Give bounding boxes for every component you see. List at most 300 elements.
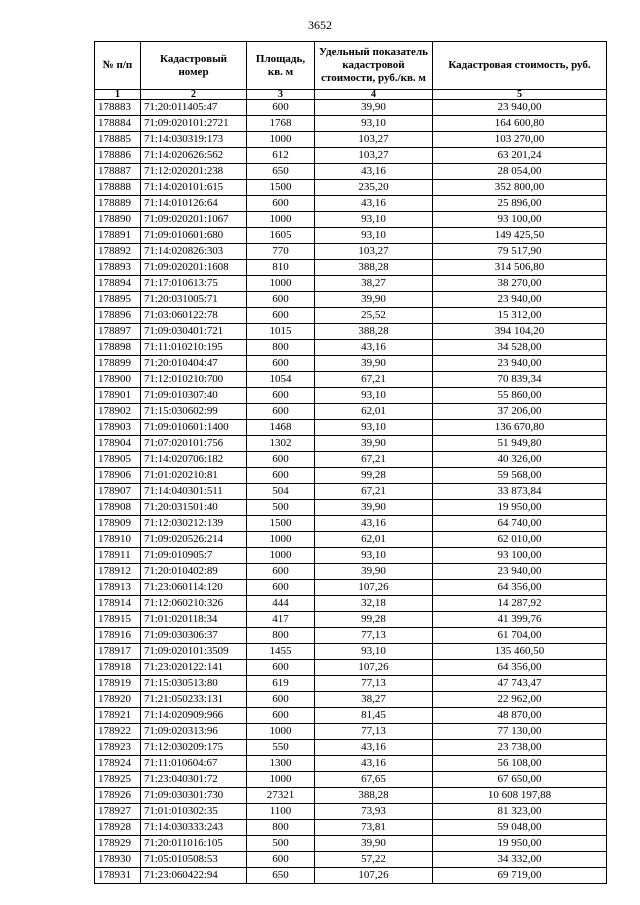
table-row: [95, 372, 607, 388]
cadastral-cost: 135 460,50: [433, 644, 607, 660]
row-number: 178931: [95, 868, 141, 884]
specific-value: 93,10: [315, 116, 433, 132]
header-area: Площадь, кв. м: [247, 42, 315, 90]
cadastral-number: 71:09:020526:214: [141, 532, 247, 548]
cadastral-cost: 14 287,92: [433, 596, 607, 612]
cadastral-number: 71:20:031005:71: [141, 292, 247, 308]
area-value: 650: [247, 868, 315, 884]
specific-value: 103,27: [315, 148, 433, 164]
area-value: 612: [247, 148, 315, 164]
row-number: 178901: [95, 388, 141, 404]
specific-value: 93,10: [315, 420, 433, 436]
row-number: 178906: [95, 468, 141, 484]
specific-value: 43,16: [315, 516, 433, 532]
cadastral-cost: 19 950,00: [433, 836, 607, 852]
area-value: 1768: [247, 116, 315, 132]
cadastral-number: 71:03:060122:78: [141, 308, 247, 324]
cadastral-number: 71:09:030401:721: [141, 324, 247, 340]
specific-value: 93,10: [315, 228, 433, 244]
cadastral-cost: 48 870,00: [433, 708, 607, 724]
table-row: [95, 420, 607, 436]
row-number: 178923: [95, 740, 141, 756]
area-value: 600: [247, 308, 315, 324]
cadastral-cost: 19 950,00: [433, 500, 607, 516]
area-value: 1605: [247, 228, 315, 244]
area-value: 650: [247, 164, 315, 180]
specific-value: 235,20: [315, 180, 433, 196]
cadastral-number: 71:23:060114:120: [141, 580, 247, 596]
cadastral-number: 71:01:010302:35: [141, 804, 247, 820]
cadastral-cost: 81 323,00: [433, 804, 607, 820]
area-value: 800: [247, 628, 315, 644]
row-number: 178905: [95, 452, 141, 468]
table-row: [95, 340, 607, 356]
table-row: [95, 356, 607, 372]
cadastral-cost: 136 670,80: [433, 420, 607, 436]
table-row: [95, 836, 607, 852]
row-number: 178894: [95, 276, 141, 292]
table-row: [95, 500, 607, 516]
cadastral-cost: 67 650,00: [433, 772, 607, 788]
specific-value: 39,90: [315, 436, 433, 452]
specific-value: 25,52: [315, 308, 433, 324]
row-number: 178887: [95, 164, 141, 180]
cadastral-cost: 64 740,00: [433, 516, 607, 532]
table-row: [95, 292, 607, 308]
specific-value: 43,16: [315, 196, 433, 212]
area-value: 1000: [247, 276, 315, 292]
row-number: 178888: [95, 180, 141, 196]
table-row: [95, 436, 607, 452]
cadastral-cost: 10 608 197,88: [433, 788, 607, 804]
specific-value: 77,13: [315, 676, 433, 692]
table-row: [95, 116, 607, 132]
area-value: 600: [247, 708, 315, 724]
row-number: 178917: [95, 644, 141, 660]
cadastral-cost: 15 312,00: [433, 308, 607, 324]
specific-value: 67,21: [315, 372, 433, 388]
area-value: 504: [247, 484, 315, 500]
area-value: 600: [247, 692, 315, 708]
cadastral-number: 71:20:010402:89: [141, 564, 247, 580]
cadastral-number: 71:20:031501:40: [141, 500, 247, 516]
row-number: 178909: [95, 516, 141, 532]
cadastral-cost: 47 743,47: [433, 676, 607, 692]
table-row: [95, 692, 607, 708]
row-number: 178915: [95, 612, 141, 628]
cadastral-number: 71:23:020122:141: [141, 660, 247, 676]
area-value: 600: [247, 356, 315, 372]
cadastral-cost: 149 425,50: [433, 228, 607, 244]
table-row: [95, 804, 607, 820]
area-value: 600: [247, 100, 315, 116]
specific-value: 38,27: [315, 276, 433, 292]
specific-value: 43,16: [315, 164, 433, 180]
row-number: 178919: [95, 676, 141, 692]
row-number: 178889: [95, 196, 141, 212]
specific-value: 81,45: [315, 708, 433, 724]
specific-value: 43,16: [315, 740, 433, 756]
row-number: 178897: [95, 324, 141, 340]
table-row: [95, 564, 607, 580]
area-value: 444: [247, 596, 315, 612]
specific-value: 93,10: [315, 388, 433, 404]
cadastral-cost: 33 873,84: [433, 484, 607, 500]
cadastral-number: 71:14:030333:243: [141, 820, 247, 836]
area-value: 1302: [247, 436, 315, 452]
row-number: 178899: [95, 356, 141, 372]
specific-value: 39,90: [315, 292, 433, 308]
row-number: 178892: [95, 244, 141, 260]
row-number: 178928: [95, 820, 141, 836]
specific-value: 388,28: [315, 260, 433, 276]
cadastral-number: 71:09:020201:1067: [141, 212, 247, 228]
table-row: [95, 132, 607, 148]
area-value: 1054: [247, 372, 315, 388]
cadastral-cost: 59 048,00: [433, 820, 607, 836]
cadastral-cost: 23 940,00: [433, 564, 607, 580]
cadastral-number: 71:01:020210:81: [141, 468, 247, 484]
cadastral-number: 71:20:011016:105: [141, 836, 247, 852]
cadastral-number: 71:12:030212:139: [141, 516, 247, 532]
cadastral-number: 71:09:010905:7: [141, 548, 247, 564]
specific-value: 39,90: [315, 100, 433, 116]
cadastral-cost: 51 949,80: [433, 436, 607, 452]
table-row: [95, 612, 607, 628]
area-value: 600: [247, 564, 315, 580]
cadastral-number: 71:15:030513:80: [141, 676, 247, 692]
row-number: 178900: [95, 372, 141, 388]
area-value: 600: [247, 660, 315, 676]
specific-value: 93,10: [315, 212, 433, 228]
area-value: 810: [247, 260, 315, 276]
row-number: 178924: [95, 756, 141, 772]
cadastral-number: 71:05:010508:53: [141, 852, 247, 868]
area-value: 600: [247, 852, 315, 868]
cadastral-number: 71:14:020626:562: [141, 148, 247, 164]
cadastral-cost: 34 332,00: [433, 852, 607, 868]
row-number: 178895: [95, 292, 141, 308]
table-row: [95, 644, 607, 660]
row-number: 178913: [95, 580, 141, 596]
column-number: 3: [247, 90, 315, 100]
specific-value: 99,28: [315, 468, 433, 484]
specific-value: 43,16: [315, 340, 433, 356]
cadastral-cost: 93 100,00: [433, 212, 607, 228]
cadastral-number: 71:23:060422:94: [141, 868, 247, 884]
specific-value: 39,90: [315, 836, 433, 852]
cadastral-cost: 23 940,00: [433, 292, 607, 308]
column-number: 2: [141, 90, 247, 100]
table-row: [95, 148, 607, 164]
specific-value: 73,81: [315, 820, 433, 836]
header-num: № п/п: [95, 42, 141, 90]
cadastral-cost: 38 270,00: [433, 276, 607, 292]
cadastral-number: 71:09:020101:2721: [141, 116, 247, 132]
row-number: 178911: [95, 548, 141, 564]
cadastral-cost: 40 326,00: [433, 452, 607, 468]
cadastral-cost: 394 104,20: [433, 324, 607, 340]
table-row: [95, 740, 607, 756]
area-value: 600: [247, 452, 315, 468]
cadastral-cost: 64 356,00: [433, 660, 607, 676]
cadastral-number: 71:12:010210:700: [141, 372, 247, 388]
specific-value: 388,28: [315, 324, 433, 340]
cadastral-cost: 314 506,80: [433, 260, 607, 276]
cadastral-cost: 59 568,00: [433, 468, 607, 484]
table-row: [95, 260, 607, 276]
cadastral-cost: 352 800,00: [433, 180, 607, 196]
cadastral-cost: 64 356,00: [433, 580, 607, 596]
table-row: [95, 852, 607, 868]
table-row: [95, 628, 607, 644]
cadastral-cost: 103 270,00: [433, 132, 607, 148]
cadastral-number: 71:11:010210:195: [141, 340, 247, 356]
row-number: 178890: [95, 212, 141, 228]
table-row: [95, 244, 607, 260]
cadastral-cost: 56 108,00: [433, 756, 607, 772]
cadastral-cost: 164 600,80: [433, 116, 607, 132]
row-number: 178920: [95, 692, 141, 708]
row-number: 178922: [95, 724, 141, 740]
cadastral-cost: 34 528,00: [433, 340, 607, 356]
row-number: 178885: [95, 132, 141, 148]
area-value: 800: [247, 820, 315, 836]
row-number: 178929: [95, 836, 141, 852]
row-number: 178930: [95, 852, 141, 868]
row-number: 178896: [95, 308, 141, 324]
area-value: 600: [247, 196, 315, 212]
column-number: 1: [95, 90, 141, 100]
area-value: 1000: [247, 772, 315, 788]
specific-value: 103,27: [315, 132, 433, 148]
header-cadastral-cost: Кадастровая стоимость, руб.: [433, 42, 607, 90]
cadastral-number: 71:09:030301:730: [141, 788, 247, 804]
cadastral-cost: 37 206,00: [433, 404, 607, 420]
area-value: 1000: [247, 212, 315, 228]
table-row: [95, 516, 607, 532]
cadastral-number: 71:09:010601:680: [141, 228, 247, 244]
table-row: [95, 212, 607, 228]
area-value: 600: [247, 404, 315, 420]
cadastral-number: 71:14:020826:303: [141, 244, 247, 260]
cadastral-number: 71:09:010601:1400: [141, 420, 247, 436]
table-row: [95, 388, 607, 404]
area-value: 619: [247, 676, 315, 692]
table-row: [95, 548, 607, 564]
row-number: 178893: [95, 260, 141, 276]
area-value: 600: [247, 468, 315, 484]
specific-value: 73,93: [315, 804, 433, 820]
cadastral-number: 71:14:010126:64: [141, 196, 247, 212]
table-row: [95, 484, 607, 500]
cadastral-number: 71:12:030209:175: [141, 740, 247, 756]
cadastral-cost: 23 940,00: [433, 100, 607, 116]
cadastral-cost: 79 517,90: [433, 244, 607, 260]
cadastral-number: 71:14:020706:182: [141, 452, 247, 468]
row-number: 178904: [95, 436, 141, 452]
table-row: [95, 820, 607, 836]
cadastral-number: 71:14:020101:615: [141, 180, 247, 196]
row-number: 178916: [95, 628, 141, 644]
area-value: 1015: [247, 324, 315, 340]
cadastral-number: 71:20:010404:47: [141, 356, 247, 372]
row-number: 178891: [95, 228, 141, 244]
cadastral-number: 71:23:040301:72: [141, 772, 247, 788]
table-row: [95, 724, 607, 740]
area-value: 1468: [247, 420, 315, 436]
table-row: [95, 452, 607, 468]
specific-value: 62,01: [315, 404, 433, 420]
table-row: [95, 532, 607, 548]
row-number: 178927: [95, 804, 141, 820]
table-row: [95, 756, 607, 772]
specific-value: 67,21: [315, 484, 433, 500]
row-number: 178912: [95, 564, 141, 580]
table-row: [95, 660, 607, 676]
area-value: 600: [247, 580, 315, 596]
row-number: 178898: [95, 340, 141, 356]
specific-value: 93,10: [315, 644, 433, 660]
row-number: 178908: [95, 500, 141, 516]
area-value: 417: [247, 612, 315, 628]
cadastral-cost: 69 719,00: [433, 868, 607, 884]
table-row: [95, 772, 607, 788]
cadastral-number: 71:09:030306:37: [141, 628, 247, 644]
row-number: 178914: [95, 596, 141, 612]
area-value: 800: [247, 340, 315, 356]
table-row: [95, 196, 607, 212]
cadastral-value-table: [94, 41, 607, 884]
cadastral-cost: 70 839,34: [433, 372, 607, 388]
table-row: [95, 404, 607, 420]
specific-value: 38,27: [315, 692, 433, 708]
header-specific-value: Удельный показатель кадастровой стоимости, руб./кв. м: [315, 42, 433, 90]
area-value: 500: [247, 836, 315, 852]
cadastral-number: 71:11:010604:67: [141, 756, 247, 772]
cadastral-cost: 41 399,76: [433, 612, 607, 628]
table-row: [95, 708, 607, 724]
cadastral-cost: 22 962,00: [433, 692, 607, 708]
cadastral-number: 71:01:020118:34: [141, 612, 247, 628]
cadastral-number: 71:09:020201:1608: [141, 260, 247, 276]
cadastral-cost: 25 896,00: [433, 196, 607, 212]
table-row: [95, 580, 607, 596]
area-value: 600: [247, 292, 315, 308]
page-number: 3652: [308, 18, 332, 32]
table-body: [95, 100, 607, 884]
row-number: 178918: [95, 660, 141, 676]
specific-value: 39,90: [315, 356, 433, 372]
header-cadastral-number: Кадастровый номер: [141, 42, 247, 90]
specific-value: 43,16: [315, 756, 433, 772]
specific-value: 388,28: [315, 788, 433, 804]
cadastral-number: 71:09:020101:3509: [141, 644, 247, 660]
cadastral-cost: 93 100,00: [433, 548, 607, 564]
area-value: 1000: [247, 132, 315, 148]
row-number: 178902: [95, 404, 141, 420]
area-value: 1500: [247, 516, 315, 532]
area-value: 550: [247, 740, 315, 756]
table-row: [95, 868, 607, 884]
cadastral-cost: 23 940,00: [433, 356, 607, 372]
cadastral-cost: 61 704,00: [433, 628, 607, 644]
header-row: [95, 42, 607, 90]
cadastral-cost: 28 054,00: [433, 164, 607, 180]
area-value: 1300: [247, 756, 315, 772]
specific-value: 39,90: [315, 500, 433, 516]
table-row: [95, 164, 607, 180]
area-value: 770: [247, 244, 315, 260]
cadastral-number: 71:12:060210:326: [141, 596, 247, 612]
column-number-row: [95, 90, 607, 100]
cadastral-number: 71:07:020101:756: [141, 436, 247, 452]
column-number: 5: [433, 90, 607, 100]
specific-value: 39,90: [315, 564, 433, 580]
table-row: [95, 276, 607, 292]
table-row: [95, 100, 607, 116]
cadastral-cost: 77 130,00: [433, 724, 607, 740]
specific-value: 107,26: [315, 660, 433, 676]
row-number: 178884: [95, 116, 141, 132]
specific-value: 32,18: [315, 596, 433, 612]
specific-value: 107,26: [315, 868, 433, 884]
cadastral-number: 71:14:020909:966: [141, 708, 247, 724]
cadastral-number: 71:12:020201:238: [141, 164, 247, 180]
row-number: 178921: [95, 708, 141, 724]
table-row: [95, 468, 607, 484]
specific-value: 62,01: [315, 532, 433, 548]
row-number: 178907: [95, 484, 141, 500]
area-value: 600: [247, 388, 315, 404]
cadastral-number: 71:15:030602:99: [141, 404, 247, 420]
table-row: [95, 596, 607, 612]
table-row: [95, 676, 607, 692]
row-number: 178910: [95, 532, 141, 548]
cadastral-number: 71:21:050233:131: [141, 692, 247, 708]
cadastral-number: 71:09:020313:96: [141, 724, 247, 740]
specific-value: 99,28: [315, 612, 433, 628]
cadastral-number: 71:17:010613:75: [141, 276, 247, 292]
area-value: 1455: [247, 644, 315, 660]
row-number: 178883: [95, 100, 141, 116]
table-row: [95, 324, 607, 340]
row-number: 178925: [95, 772, 141, 788]
table-row: [95, 228, 607, 244]
area-value: 1000: [247, 532, 315, 548]
row-number: 178886: [95, 148, 141, 164]
table-row: [95, 788, 607, 804]
specific-value: 77,13: [315, 628, 433, 644]
area-value: 27321: [247, 788, 315, 804]
cadastral-cost: 63 201,24: [433, 148, 607, 164]
area-value: 1000: [247, 724, 315, 740]
specific-value: 103,27: [315, 244, 433, 260]
cadastral-number: 71:09:010307:40: [141, 388, 247, 404]
area-value: 1100: [247, 804, 315, 820]
specific-value: 57,22: [315, 852, 433, 868]
area-value: 1500: [247, 180, 315, 196]
row-number: 178926: [95, 788, 141, 804]
table-row: [95, 308, 607, 324]
area-value: 1000: [247, 548, 315, 564]
cadastral-cost: 23 738,00: [433, 740, 607, 756]
table-row: [95, 180, 607, 196]
column-number: 4: [315, 90, 433, 100]
row-number: 178903: [95, 420, 141, 436]
cadastral-number: 71:20:011405:47: [141, 100, 247, 116]
cadastral-cost: 62 010,00: [433, 532, 607, 548]
